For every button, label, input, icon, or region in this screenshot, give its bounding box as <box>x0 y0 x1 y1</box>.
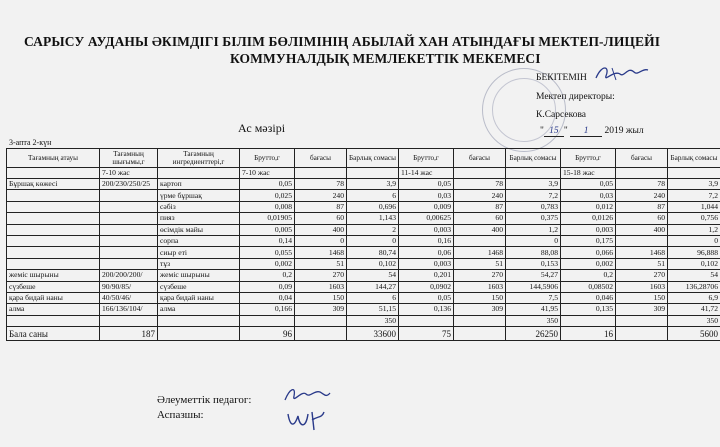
table-cell <box>454 327 506 341</box>
header-line-2: КОММУНАЛДЫҚ МЕМЛЕКЕТТІК МЕКЕМЕСІ <box>230 51 541 66</box>
table-cell: 26250 <box>506 327 561 341</box>
table-cell: 87 <box>454 201 506 212</box>
table-cell: 0,102 <box>668 258 720 269</box>
table-cell: 0,025 <box>240 190 295 201</box>
table-cell <box>295 327 347 341</box>
table-cell: 136,28706 <box>668 281 720 292</box>
table-cell: 240 <box>454 190 506 201</box>
table-cell: 51 <box>295 258 347 269</box>
table-cell: 1603 <box>295 281 347 292</box>
table-cell: 270 <box>616 270 668 281</box>
table-cell: 1603 <box>616 281 668 292</box>
table-row <box>7 213 720 224</box>
table-cell: 87 <box>616 201 668 212</box>
table-cell: үрме бұршақ <box>158 190 240 201</box>
table-cell: 6,9 <box>668 292 720 303</box>
table-cell: Бұршақ көжесі <box>7 179 100 190</box>
table-cell: 15-18 жас <box>561 168 616 179</box>
table-cell: 1468 <box>295 247 347 258</box>
table-cell: 96 <box>240 327 295 341</box>
table-cell: 11-14 жас <box>399 168 454 179</box>
table-cell: 1,2 <box>668 224 720 235</box>
table-cell <box>158 327 240 341</box>
table-cell: 51 <box>454 258 506 269</box>
table-cell: 350 <box>347 315 399 326</box>
column-header: бағасы <box>454 149 506 168</box>
table-cell: 0,008 <box>240 201 295 212</box>
table-row <box>7 179 720 190</box>
cook-label: Аспазшы: <box>157 409 204 421</box>
table-cell: 7,2 <box>506 190 561 201</box>
table-cell: 0,055 <box>240 247 295 258</box>
table-cell: 54,27 <box>506 270 561 281</box>
table-cell: сүзбеше <box>7 281 100 292</box>
table-cell: 54 <box>347 270 399 281</box>
table-cell: 60 <box>295 213 347 224</box>
table-cell: 0,2 <box>561 270 616 281</box>
table-cell: 0,012 <box>561 201 616 212</box>
date-quote-open: " <box>540 126 544 136</box>
table-cell: 0,0902 <box>399 281 454 292</box>
table-cell: 0,06 <box>399 247 454 258</box>
table-cell: 0,696 <box>347 201 399 212</box>
table-cell: 144,27 <box>347 281 399 292</box>
table-cell: 7,2 <box>668 190 720 201</box>
table-cell: 3,9 <box>668 179 720 190</box>
table-cell: 309 <box>295 304 347 315</box>
table-cell: 90/90/85/ <box>100 281 158 292</box>
table-cell <box>7 190 100 201</box>
table-cell: 0,175 <box>561 235 616 246</box>
column-header: бағасы <box>616 149 668 168</box>
table-cell: 0 <box>347 235 399 246</box>
table-cell <box>561 315 616 326</box>
table-cell <box>7 315 100 326</box>
table-cell: 0,16 <box>399 235 454 246</box>
table-cell <box>100 224 158 235</box>
table-cell: 0 <box>668 235 720 246</box>
table-cell: 200/200/200/ <box>100 270 158 281</box>
column-header: бағасы <box>295 149 347 168</box>
table-cell: 400 <box>295 224 347 235</box>
table-cell: 7,5 <box>506 292 561 303</box>
table-cell <box>7 201 100 212</box>
table-cell: 78 <box>295 179 347 190</box>
table-cell: 54 <box>668 270 720 281</box>
approval-label: БЕКІТЕМІН <box>536 73 587 83</box>
table-cell: 96,888 <box>668 247 720 258</box>
table-cell: 240 <box>295 190 347 201</box>
menu-title: Ас мәзірі <box>238 121 286 135</box>
table-cell: 0,003 <box>561 224 616 235</box>
table-row <box>7 292 720 303</box>
column-header: Брутто,г <box>561 149 616 168</box>
table-cell: 3,9 <box>347 179 399 190</box>
column-header: Тағамның атауы <box>7 149 100 168</box>
week-day: 3-апта 2-күн <box>9 138 52 147</box>
table-cell: 0,005 <box>240 224 295 235</box>
table-cell: 270 <box>295 270 347 281</box>
table-cell: жеміс шырыны <box>158 270 240 281</box>
table-cell <box>454 235 506 246</box>
table-cell: 0,756 <box>668 213 720 224</box>
table-row <box>7 224 720 235</box>
table-cell <box>7 224 100 235</box>
table-cell: 1,2 <box>506 224 561 235</box>
table-row <box>7 247 720 258</box>
table-header-row <box>7 149 720 168</box>
table-cell <box>616 315 668 326</box>
table-cell <box>347 168 399 179</box>
table-cell <box>506 168 561 179</box>
table-cell: 0,0126 <box>561 213 616 224</box>
table-cell <box>7 247 100 258</box>
table-cell: 150 <box>454 292 506 303</box>
table-cell: 0,166 <box>240 304 295 315</box>
table-cell: 2 <box>347 224 399 235</box>
table-cell: 78 <box>616 179 668 190</box>
column-header: Брутто,г <box>399 149 454 168</box>
table-cell <box>100 247 158 258</box>
table-cell: 80,74 <box>347 247 399 258</box>
table-cell: қара бидай наны <box>7 292 100 303</box>
table-cell <box>616 168 668 179</box>
table-cell <box>158 315 240 326</box>
column-header: Брутто,г <box>240 149 295 168</box>
table-cell <box>7 213 100 224</box>
table-cell: 1,143 <box>347 213 399 224</box>
table-cell: 240 <box>616 190 668 201</box>
table-cell <box>100 213 158 224</box>
table-cell: Бала саны <box>7 327 100 341</box>
table-cell: 0 <box>295 235 347 246</box>
table-cell: 0,003 <box>399 224 454 235</box>
table-cell: 7-10 жас <box>100 168 158 179</box>
table-cell <box>100 235 158 246</box>
table-cell: 350 <box>668 315 720 326</box>
table-cell: 0 <box>506 235 561 246</box>
table-cell: картоп <box>158 179 240 190</box>
director-name: К.Сарсекова <box>536 110 587 120</box>
table-cell <box>7 168 100 179</box>
table-cell: 0,05 <box>399 179 454 190</box>
table-cell: 1468 <box>454 247 506 258</box>
table-cell <box>668 168 720 179</box>
table-cell: 0,00625 <box>399 213 454 224</box>
table-cell: 87 <box>295 201 347 212</box>
table-cell: 6 <box>347 292 399 303</box>
table-cell: 0,05 <box>240 179 295 190</box>
table-cell: 144,5906 <box>506 281 561 292</box>
table-cell: сорпа <box>158 235 240 246</box>
social-teacher-label: Әлеуметтік педагог: <box>157 394 252 406</box>
table-cell: сәбіз <box>158 201 240 212</box>
table-cell: қара бидай наны <box>158 292 240 303</box>
table-cell: 0,783 <box>506 201 561 212</box>
table-cell: 5600 <box>668 327 720 341</box>
table-row <box>7 270 720 281</box>
table-cell: 350 <box>506 315 561 326</box>
table-cell: 0,009 <box>399 201 454 212</box>
table-cell: сүзбеше <box>158 281 240 292</box>
table-row <box>7 281 720 292</box>
table-cell: 166/136/104/ <box>100 304 158 315</box>
table-cell: жеміс шырыны <box>7 270 100 281</box>
table-cell: 41,72 <box>668 304 720 315</box>
date-month: 1 <box>570 126 602 137</box>
table-cell: 0,135 <box>561 304 616 315</box>
table-cell: 0,375 <box>506 213 561 224</box>
director-label: Мектеп директоры: <box>536 92 615 102</box>
age-group-row <box>7 168 720 179</box>
table-cell: өсімдік майы <box>158 224 240 235</box>
header-line-1: САРЫСУ АУДАНЫ ӘКІМДІГІ БІЛІМ БӨЛІМІНІҢ АБЫЛАЙ ХАН АТЫНДАҒЫ МЕКТЕП-ЛИЦЕЙІ <box>24 34 661 49</box>
table-cell: 0,153 <box>506 258 561 269</box>
date-quote-close: " <box>563 126 568 136</box>
table-cell: сиыр еті <box>158 247 240 258</box>
table-row <box>7 201 720 212</box>
menu-table <box>6 148 720 341</box>
table-cell: 1603 <box>454 281 506 292</box>
table-cell: 41,95 <box>506 304 561 315</box>
table-cell: 0,05 <box>561 179 616 190</box>
table-cell: 6 <box>347 190 399 201</box>
table-row <box>7 315 720 326</box>
table-cell: 0,136 <box>399 304 454 315</box>
table-cell: 33600 <box>347 327 399 341</box>
date-day: 15 <box>544 126 564 137</box>
table-cell: 1468 <box>616 247 668 258</box>
table-row <box>7 190 720 201</box>
table-cell: 0,04 <box>240 292 295 303</box>
table-row <box>7 258 720 269</box>
table-cell <box>240 315 295 326</box>
table-cell: 60 <box>616 213 668 224</box>
table-cell: 0,09 <box>240 281 295 292</box>
table-cell: 1,044 <box>668 201 720 212</box>
teacher-signature-icon <box>282 384 332 406</box>
table-cell <box>295 315 347 326</box>
table-cell: 150 <box>295 292 347 303</box>
table-cell: 400 <box>454 224 506 235</box>
total-row <box>7 327 720 341</box>
table-cell: 3,9 <box>506 179 561 190</box>
table-cell: 309 <box>616 304 668 315</box>
table-cell <box>100 315 158 326</box>
director-signature-icon <box>592 62 652 86</box>
table-cell: 0,003 <box>399 258 454 269</box>
table-cell <box>7 258 100 269</box>
table-cell: 7-10 жас <box>240 168 295 179</box>
table-cell: алма <box>7 304 100 315</box>
table-cell: 51,15 <box>347 304 399 315</box>
column-header: Барлық сомасы <box>506 149 561 168</box>
table-cell: 51 <box>616 258 668 269</box>
table-cell: 60 <box>454 213 506 224</box>
table-cell <box>100 190 158 201</box>
table-cell <box>158 168 240 179</box>
table-cell: 16 <box>561 327 616 341</box>
column-header: Барлық сомасы <box>347 149 399 168</box>
date-year: 2019 жыл <box>604 126 644 136</box>
table-cell <box>616 327 668 341</box>
table-cell: 0,002 <box>240 258 295 269</box>
table-cell <box>7 235 100 246</box>
table-cell <box>399 315 454 326</box>
table-cell <box>616 235 668 246</box>
table-cell: 78 <box>454 179 506 190</box>
table-cell <box>454 168 506 179</box>
table-cell: 75 <box>399 327 454 341</box>
cook-signature-icon <box>284 406 328 434</box>
table-cell: 0,03 <box>399 190 454 201</box>
table-cell: 0,05 <box>399 292 454 303</box>
table-cell: 40/50/46/ <box>100 292 158 303</box>
table-cell: 0,08502 <box>561 281 616 292</box>
table-cell <box>454 315 506 326</box>
table-cell: тұз <box>158 258 240 269</box>
table-cell: 0,201 <box>399 270 454 281</box>
table-cell <box>100 258 158 269</box>
column-header: Тағамның шығымы,г <box>100 149 158 168</box>
table-cell: 200/230/250/25 <box>100 179 158 190</box>
table-cell: 0,14 <box>240 235 295 246</box>
approval-date <box>540 126 644 137</box>
table-cell: 309 <box>454 304 506 315</box>
table-cell <box>100 201 158 212</box>
table-cell <box>295 168 347 179</box>
table-cell: 0,002 <box>561 258 616 269</box>
table-cell: 0,2 <box>240 270 295 281</box>
table-cell: пияз <box>158 213 240 224</box>
table-cell: 0,01905 <box>240 213 295 224</box>
table-cell: 270 <box>454 270 506 281</box>
column-header: Барлық сомасы <box>668 149 720 168</box>
table-cell: 400 <box>616 224 668 235</box>
table-cell: 0,046 <box>561 292 616 303</box>
table-cell: 88,08 <box>506 247 561 258</box>
table-cell: 150 <box>616 292 668 303</box>
column-header: Тағамның ингредиенттері,г <box>158 149 240 168</box>
table-cell: 0,03 <box>561 190 616 201</box>
table-cell: 187 <box>100 327 158 341</box>
table-row <box>7 304 720 315</box>
table-cell: алма <box>158 304 240 315</box>
table-cell: 0,102 <box>347 258 399 269</box>
table-row <box>7 235 720 246</box>
table-cell: 0,066 <box>561 247 616 258</box>
